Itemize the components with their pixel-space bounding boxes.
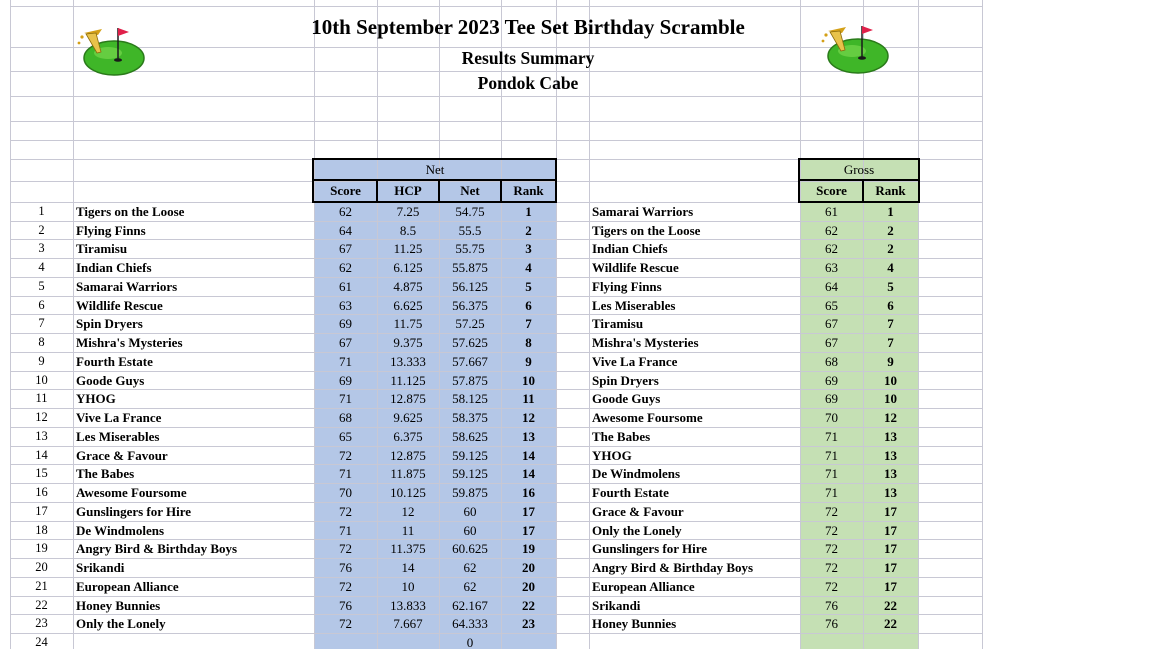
row-number: 15 [35, 466, 48, 481]
net-score: 61 [339, 278, 352, 294]
row-number: 9 [38, 353, 45, 368]
gross-team-name: YHOG [592, 447, 632, 463]
gross-col-header-rank: Rank [875, 183, 906, 198]
row-number: 3 [38, 241, 45, 256]
row-number: 24 [35, 635, 48, 650]
net-team-name: Goode Guys [76, 372, 145, 388]
row-number: 19 [35, 541, 48, 556]
net-hcp: 10.125 [390, 485, 426, 501]
net-rank: 4 [525, 260, 532, 276]
net-score: 71 [339, 522, 352, 538]
gross-team-name: Vive La France [592, 353, 678, 369]
net-team-name: Grace & Favour [76, 447, 168, 463]
gross-score: 72 [825, 578, 838, 594]
gross-rank: 1 [887, 204, 894, 219]
gross-score: 65 [825, 297, 838, 313]
gross-team-name: Les Miserables [592, 297, 676, 313]
net-hcp: 12 [401, 503, 415, 519]
net-team-name: Fourth Estate [76, 353, 153, 369]
gross-score: 71 [825, 466, 838, 482]
net-score: 72 [339, 578, 352, 594]
net-value: 54.75 [455, 204, 485, 219]
net-value: 57.667 [452, 353, 488, 369]
gross-team-name: Tigers on the Loose [592, 222, 701, 238]
gross-col-header-score: Score [816, 183, 847, 198]
gross-team-name: Angry Bird & Birthday Boys [592, 560, 754, 576]
gross-rank: 7 [887, 316, 894, 332]
net-hcp [377, 633, 439, 652]
net-team-name: Mishra's Mysteries [76, 335, 183, 351]
gross-rank: 22 [884, 616, 897, 632]
row-number: 2 [38, 222, 45, 237]
gross-team-name: Gunslingers for Hire [592, 541, 708, 557]
net-rank: 14 [522, 466, 535, 482]
gross-rank: 9 [887, 353, 894, 369]
net-score [314, 633, 377, 652]
net-value: 57.875 [452, 372, 488, 388]
gross-rank: 13 [884, 485, 897, 501]
net-value: 62 [463, 578, 477, 594]
gross-team-name: Flying Finns [592, 278, 662, 294]
net-team-name: Honey Bunnies [76, 597, 161, 613]
gross-rank: 10 [884, 372, 897, 388]
net-value: 59.125 [452, 447, 488, 463]
net-hcp: 12.875 [390, 391, 426, 407]
net-score: 72 [339, 503, 352, 519]
grid-hline [10, 6, 983, 7]
net-team-name: Indian Chiefs [76, 260, 152, 276]
net-hcp: 6.375 [393, 428, 423, 444]
row-number: 7 [38, 316, 45, 331]
gross-team-name: Fourth Estate [592, 485, 669, 501]
row-number: 4 [38, 260, 45, 275]
net-team-name: Angry Bird & Birthday Boys [76, 541, 238, 557]
gross-rank: 17 [884, 522, 897, 538]
net-rank: 20 [522, 578, 535, 594]
gross-team-name: European Alliance [592, 578, 695, 594]
row-number: 6 [38, 297, 45, 312]
net-team-name: YHOG [76, 391, 116, 407]
net-score: 65 [339, 428, 352, 444]
net-score: 70 [339, 485, 352, 501]
row-number: 21 [35, 578, 48, 593]
net-header: Net [425, 162, 445, 177]
golf-flag-logo-icon [820, 20, 890, 76]
row-number: 12 [35, 410, 48, 425]
gross-header-border [918, 158, 920, 181]
grid-vline [918, 0, 919, 649]
net-hcp: 14 [401, 560, 415, 576]
page-title: 10th September 2023 Tee Set Birthday Scramble [311, 15, 745, 39]
gross-team-name: Only the Lonely [592, 522, 682, 538]
net-hcp: 7.25 [396, 204, 420, 219]
net-rank: 2 [525, 222, 532, 238]
gross-score: 72 [825, 560, 838, 576]
gross-team-name: Mishra's Mysteries [592, 335, 699, 351]
net-rank: 22 [522, 597, 535, 613]
net-hcp: 11.25 [393, 241, 423, 257]
gross-team-name: Wildlife Rescue [592, 260, 679, 276]
gross-score: 69 [825, 391, 838, 407]
net-value: 60 [463, 503, 477, 519]
gross-score: 76 [825, 597, 838, 613]
net-value: 57.25 [455, 316, 485, 332]
gross-rank [863, 633, 918, 652]
net-col-header-rank: Rank [513, 183, 544, 198]
gross-score: 62 [825, 222, 838, 238]
gross-team-name: Tiramisu [592, 316, 644, 332]
net-hcp: 7.667 [393, 616, 423, 632]
gross-team-name: Goode Guys [592, 391, 661, 407]
grid-hline [10, 121, 983, 122]
net-team-name: Gunslingers for Hire [76, 503, 192, 519]
net-score: 62 [339, 260, 352, 276]
net-hcp: 11.375 [390, 541, 426, 557]
net-hcp: 12.875 [390, 447, 426, 463]
net-rank: 11 [522, 391, 535, 407]
net-hcp: 13.833 [390, 597, 426, 613]
net-team-name [73, 633, 317, 652]
net-score: 62 [339, 204, 352, 219]
net-value: 55.75 [455, 241, 485, 257]
gross-score: 70 [825, 410, 838, 426]
net-value: 55.5 [458, 222, 482, 238]
gross-score: 64 [825, 278, 838, 294]
gross-rank: 13 [884, 447, 897, 463]
row-number: 22 [35, 597, 48, 612]
net-hcp: 9.375 [393, 335, 423, 351]
gross-rank: 6 [887, 297, 894, 313]
net-score: 63 [339, 297, 352, 313]
gross-score: 62 [825, 241, 838, 257]
net-score: 76 [339, 560, 352, 576]
net-rank: 7 [525, 316, 532, 332]
net-value: 64.333 [452, 616, 488, 632]
row-number: 23 [35, 616, 48, 631]
net-team-name: Spin Dryers [76, 316, 143, 332]
net-value: 58.125 [452, 391, 488, 407]
net-value: 62.167 [452, 597, 488, 613]
gross-team-name: Spin Dryers [592, 372, 659, 388]
net-rank [501, 633, 556, 652]
net-score: 71 [339, 466, 352, 482]
net-hcp: 6.625 [393, 297, 423, 313]
net-score: 69 [339, 316, 352, 332]
gross-rank: 17 [884, 560, 897, 576]
row-number: 10 [35, 372, 48, 387]
net-rank: 1 [525, 204, 532, 219]
net-score: 71 [339, 353, 352, 369]
net-team-name: Vive La France [76, 410, 162, 426]
net-value: 58.625 [452, 428, 488, 444]
gross-rank: 17 [884, 578, 897, 594]
gross-team-name: Awesome Foursome [592, 410, 703, 426]
net-value: 62 [463, 560, 477, 576]
net-hcp: 8.5 [399, 222, 417, 238]
gross-team-name: Indian Chiefs [592, 241, 668, 257]
net-score: 76 [339, 597, 352, 613]
net-hcp: 11.125 [390, 372, 426, 388]
gross-team-name: Grace & Favour [592, 503, 684, 519]
gross-score: 67 [825, 316, 838, 332]
row-number: 13 [35, 428, 48, 443]
net-value: 56.125 [452, 278, 488, 294]
row-number: 14 [35, 447, 48, 462]
net-rank: 10 [522, 372, 535, 388]
gross-score: 69 [825, 372, 838, 388]
net-hcp: 11.875 [390, 466, 426, 482]
net-score: 64 [339, 222, 352, 238]
row-number: 8 [38, 335, 45, 350]
gross-score: 72 [825, 522, 838, 538]
net-value: 56.375 [452, 297, 488, 313]
net-value: 57.625 [452, 335, 488, 351]
gross-score: 72 [825, 503, 838, 519]
golf-flag-logo-icon [76, 22, 146, 78]
net-score: 68 [339, 410, 352, 426]
net-score: 71 [339, 391, 352, 407]
gross-rank: 22 [884, 597, 897, 613]
gross-rank: 2 [887, 241, 894, 257]
gross-rank: 13 [884, 466, 897, 482]
net-value: 55.875 [452, 260, 488, 276]
net-value: 59.125 [452, 466, 488, 482]
net-rank: 19 [522, 541, 535, 557]
net-team-name: Flying Finns [76, 222, 146, 238]
gross-rank: 2 [887, 222, 894, 238]
net-score: 72 [339, 541, 352, 557]
net-value: 59.875 [452, 485, 488, 501]
net-hcp: 4.875 [393, 278, 423, 294]
row-number: 5 [38, 278, 45, 293]
gross-header: Gross [843, 162, 875, 177]
net-hcp: 10 [401, 578, 415, 594]
gross-team-name: Honey Bunnies [592, 616, 677, 632]
gross-score: 71 [825, 428, 838, 444]
net-hcp: 11.75 [393, 316, 423, 332]
net-rank: 6 [525, 297, 532, 313]
net-rank: 5 [525, 278, 532, 294]
gross-rank: 17 [884, 541, 897, 557]
gross-rank: 4 [887, 260, 894, 276]
grid-hline [10, 140, 983, 141]
gross-rank: 17 [884, 503, 897, 519]
net-team-name: Samarai Warriors [76, 278, 178, 294]
net-col-header-net: Net [460, 183, 480, 198]
row-number: 16 [35, 485, 48, 500]
net-team-name: Les Miserables [76, 428, 160, 444]
net-score: 67 [339, 241, 352, 257]
net-value: 60.625 [452, 541, 488, 557]
row-number: 18 [35, 522, 48, 537]
net-team-name: De Windmolens [76, 522, 165, 538]
net-team-name: The Babes [76, 466, 135, 482]
row-number: 17 [35, 503, 48, 518]
gross-rank: 13 [884, 428, 897, 444]
gross-score: 71 [825, 485, 838, 501]
gross-rank: 10 [884, 391, 897, 407]
row-number: 1 [38, 204, 45, 218]
row-number: 20 [35, 560, 48, 575]
gross-score: 63 [825, 260, 838, 276]
net-team-name: Awesome Foursome [76, 485, 187, 501]
gross-team-name: Srikandi [592, 597, 641, 613]
page-subtitle: Results Summary [461, 48, 595, 68]
net-hcp: 11 [401, 522, 415, 538]
net-hcp: 13.333 [390, 353, 426, 369]
net-score: 72 [339, 447, 352, 463]
net-score: 69 [339, 372, 352, 388]
net-col-header-score: Score [330, 183, 361, 198]
net-rank: 8 [525, 335, 532, 351]
gross-team-name: De Windmolens [592, 466, 681, 482]
net-score: 67 [339, 335, 352, 351]
gross-team-name [589, 633, 803, 652]
net-score: 72 [339, 616, 352, 632]
net-rank: 14 [522, 447, 535, 463]
gross-score: 76 [825, 616, 838, 632]
net-team-name: Tiramisu [76, 241, 128, 257]
net-rank: 17 [522, 522, 535, 538]
row-number: 11 [35, 391, 48, 406]
net-rank: 23 [522, 616, 535, 632]
net-rank: 20 [522, 560, 535, 576]
net-rank: 12 [522, 410, 535, 426]
grid-vline [556, 0, 557, 649]
net-rank: 3 [525, 241, 532, 257]
gross-score: 72 [825, 541, 838, 557]
gross-score [800, 633, 863, 652]
net-rank: 9 [525, 353, 532, 369]
net-team-name: European Alliance [76, 578, 179, 594]
net-hcp: 6.125 [393, 260, 423, 276]
grid-vline [982, 0, 983, 649]
net-col-header-hcp: HCP [394, 183, 422, 198]
gross-rank: 12 [884, 410, 897, 426]
net-rank: 13 [522, 428, 535, 444]
gross-team-name: Samarai Warriors [592, 204, 694, 219]
net-rank: 17 [522, 503, 535, 519]
net-rank: 16 [522, 485, 535, 501]
grid-hline [10, 96, 983, 97]
venue-label: Pondok Cabe [477, 73, 579, 93]
gross-score: 71 [825, 447, 838, 463]
gross-rank: 7 [887, 335, 894, 351]
gross-team-name: The Babes [592, 428, 651, 444]
net-value: 60 [463, 522, 477, 538]
gross-score: 67 [825, 335, 838, 351]
net-hcp: 9.625 [393, 410, 423, 426]
net-team-name: Only the Lonely [76, 616, 166, 632]
net-team-name: Srikandi [76, 560, 125, 576]
net-value: 0 [466, 635, 474, 651]
net-value: 58.375 [452, 410, 488, 426]
net-team-name: Tigers on the Loose [76, 204, 185, 219]
gross-score: 61 [825, 204, 838, 219]
net-team-name: Wildlife Rescue [76, 297, 163, 313]
gross-score: 68 [825, 353, 838, 369]
gross-columns-border [918, 179, 920, 203]
gross-rank: 5 [887, 278, 894, 294]
